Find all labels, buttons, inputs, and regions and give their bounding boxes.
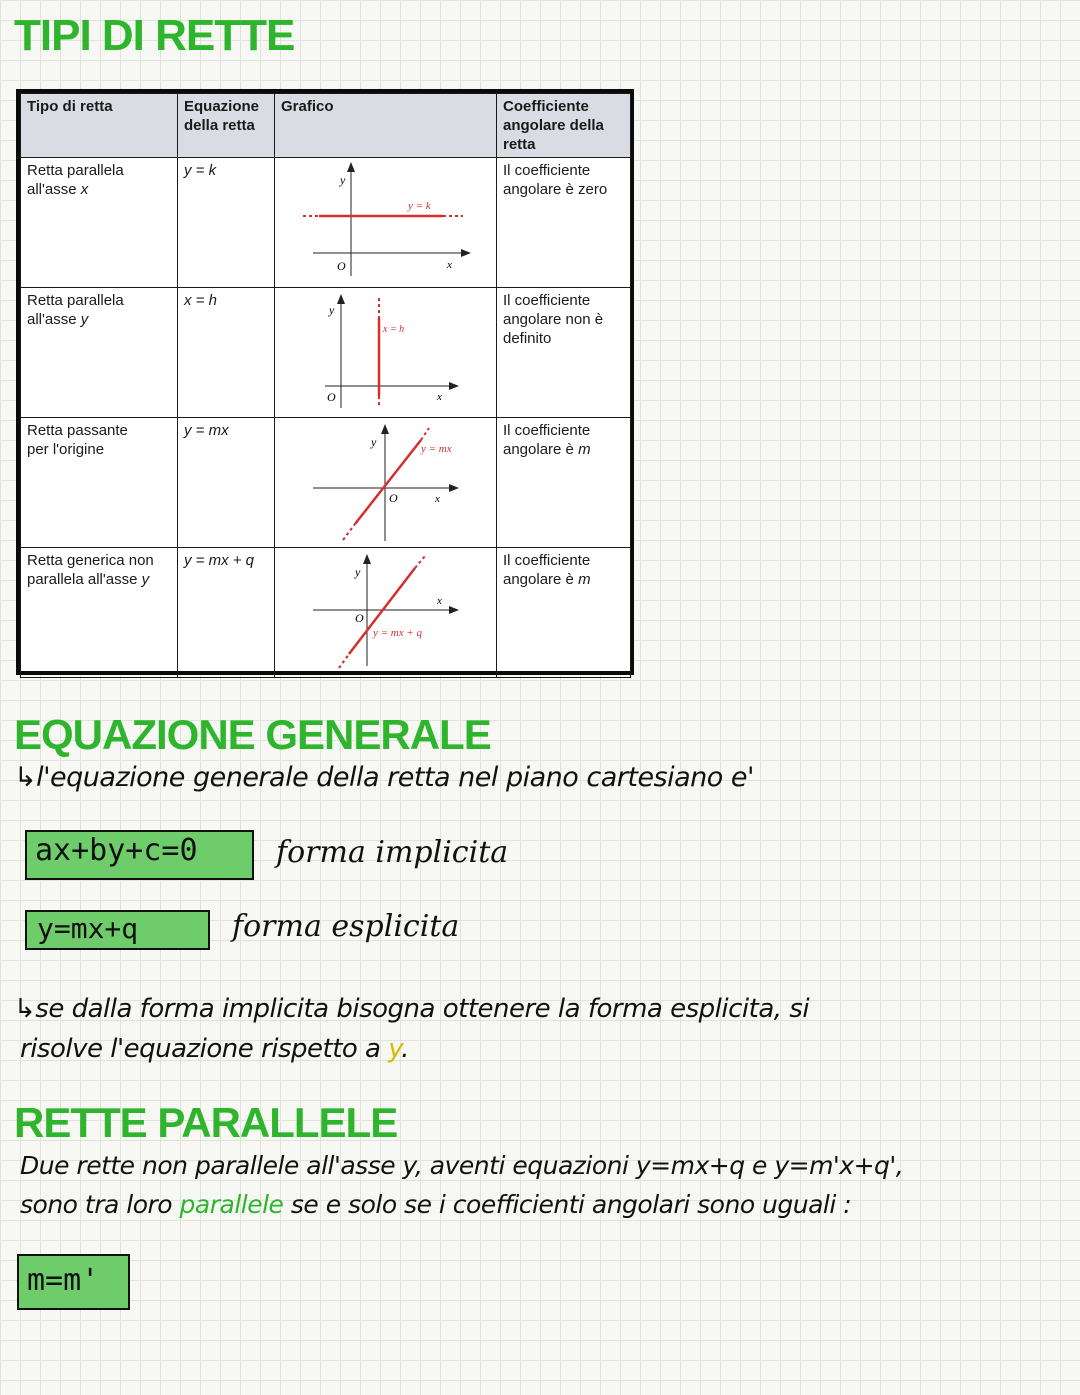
- origin-label: O: [337, 259, 346, 273]
- x-axis-label: x: [437, 595, 442, 607]
- title-rette-parallele: RETTE PARALLELE: [14, 1099, 398, 1146]
- type-var: y: [80, 311, 89, 328]
- graph-generic-line: [275, 548, 497, 671]
- parallel-line-1: Due rette non parallele all'asse y, aventi equazioni y=mx+q e y=m'x+q',: [20, 1151, 904, 1180]
- x-axis-label: x: [447, 259, 452, 271]
- graph-horizontal-line: [275, 158, 497, 281]
- x-arrow: [449, 606, 459, 614]
- type-text: Retta generica non: [27, 552, 154, 569]
- graph-line-through-origin: [275, 418, 497, 541]
- table-row: [21, 418, 631, 548]
- explicit-form-label: forma esplicita: [232, 909, 460, 944]
- rette-table: [16, 89, 634, 675]
- implicit-form-label: forma implicita: [276, 835, 509, 870]
- coef-text: Il coefficiente angolare è zero: [503, 162, 608, 198]
- y-axis-label: y: [371, 435, 377, 449]
- line-label: y = k: [408, 200, 431, 212]
- x-arrow: [449, 382, 459, 390]
- line-label: x = h: [383, 324, 405, 335]
- y-arrow: [337, 294, 345, 304]
- x-arrow: [461, 249, 471, 257]
- y-arrow: [347, 162, 355, 172]
- line-label: y = mx: [421, 443, 452, 455]
- cell-graph: [275, 548, 497, 678]
- type-text: Retta passante: [27, 422, 128, 439]
- x-arrow: [449, 484, 459, 492]
- parallel-line-2: [20, 1192, 851, 1217]
- cell-type: [21, 288, 178, 418]
- table-header-row: [21, 94, 631, 158]
- coef-text: Il coefficiente angolare non è definito: [503, 292, 604, 347]
- explicit-form-box: y=mx+q: [25, 910, 210, 950]
- type-var: x: [80, 181, 89, 198]
- coef-text: Il coefficiente angolare è: [503, 552, 591, 588]
- coef-var: m: [578, 571, 591, 588]
- y-axis-label: y: [355, 565, 361, 579]
- cell-equation: y = mx: [178, 418, 275, 548]
- type-text: Retta parallela: [27, 162, 124, 179]
- x-axis-label: x: [435, 493, 440, 505]
- coef-text: Il coefficiente angolare è: [503, 422, 591, 458]
- graph-vertical-line: [275, 288, 497, 411]
- y-arrow: [381, 424, 389, 434]
- note-text: risolve l'equazione rispetto a: [20, 1034, 389, 1064]
- header-grafico: Grafico: [275, 94, 497, 158]
- cell-coefficient: [497, 288, 631, 418]
- header-tipo: Tipo di retta: [21, 94, 178, 158]
- y-arrow: [363, 554, 371, 564]
- eq-intro-text: ↳l'equazione generale della retta nel piano cartesiano e': [14, 762, 754, 793]
- origin-label: O: [389, 491, 398, 505]
- type-text: Retta parallela: [27, 292, 124, 309]
- origin-label: O: [355, 611, 364, 625]
- note-line-2: [20, 1036, 409, 1062]
- type-text: all'asse: [27, 181, 81, 198]
- header-coefficiente: Coefficiente angolare della retta: [497, 94, 631, 158]
- type-text: per l'origine: [27, 441, 105, 458]
- table-row: [21, 548, 631, 678]
- note-period: .: [401, 1034, 409, 1064]
- origin-label: O: [327, 390, 336, 404]
- note-var-y: y: [388, 1034, 402, 1064]
- x-axis-label: x: [437, 391, 442, 403]
- note-line-1: ↳se dalla forma implicita bisogna ottenere la forma esplicita, si: [14, 994, 810, 1024]
- cell-equation: y = mx + q: [178, 548, 275, 678]
- cell-type: [21, 548, 178, 678]
- table-row: [21, 158, 631, 288]
- y-axis-label: y: [340, 173, 346, 187]
- type-var: y: [141, 571, 150, 588]
- cell-coefficient: [497, 158, 631, 288]
- par-text: sono tra loro: [20, 1190, 180, 1219]
- coef-var: m: [578, 441, 591, 458]
- line-label: y = mx + q: [373, 627, 423, 639]
- result-box: m=m': [17, 1254, 130, 1310]
- cell-equation: x = h: [178, 288, 275, 418]
- cell-type: [21, 418, 178, 548]
- cell-graph: [275, 158, 497, 288]
- type-text: all'asse: [27, 311, 81, 328]
- title-tipi-di-rette: TIPI DI RETTE: [14, 11, 295, 60]
- title-equazione-generale: EQUAZIONE GENERALE: [14, 711, 491, 758]
- cell-graph: [275, 418, 497, 548]
- implicit-form-box: ax+by+c=0: [25, 830, 254, 880]
- cell-type: [21, 158, 178, 288]
- type-text: parallela all'asse: [27, 571, 142, 588]
- cell-coefficient: [497, 548, 631, 678]
- header-equazione: Equazione della retta: [178, 94, 275, 158]
- par-text: se e solo se i coefficienti angolari sono uguali :: [283, 1190, 852, 1219]
- cell-coefficient: [497, 418, 631, 548]
- cell-graph: [275, 288, 497, 418]
- line-y-mx: [355, 440, 421, 524]
- par-green-word: parallele: [179, 1190, 284, 1219]
- y-axis-label: y: [329, 303, 335, 317]
- table-row: [21, 288, 631, 418]
- cell-equation: y = k: [178, 158, 275, 288]
